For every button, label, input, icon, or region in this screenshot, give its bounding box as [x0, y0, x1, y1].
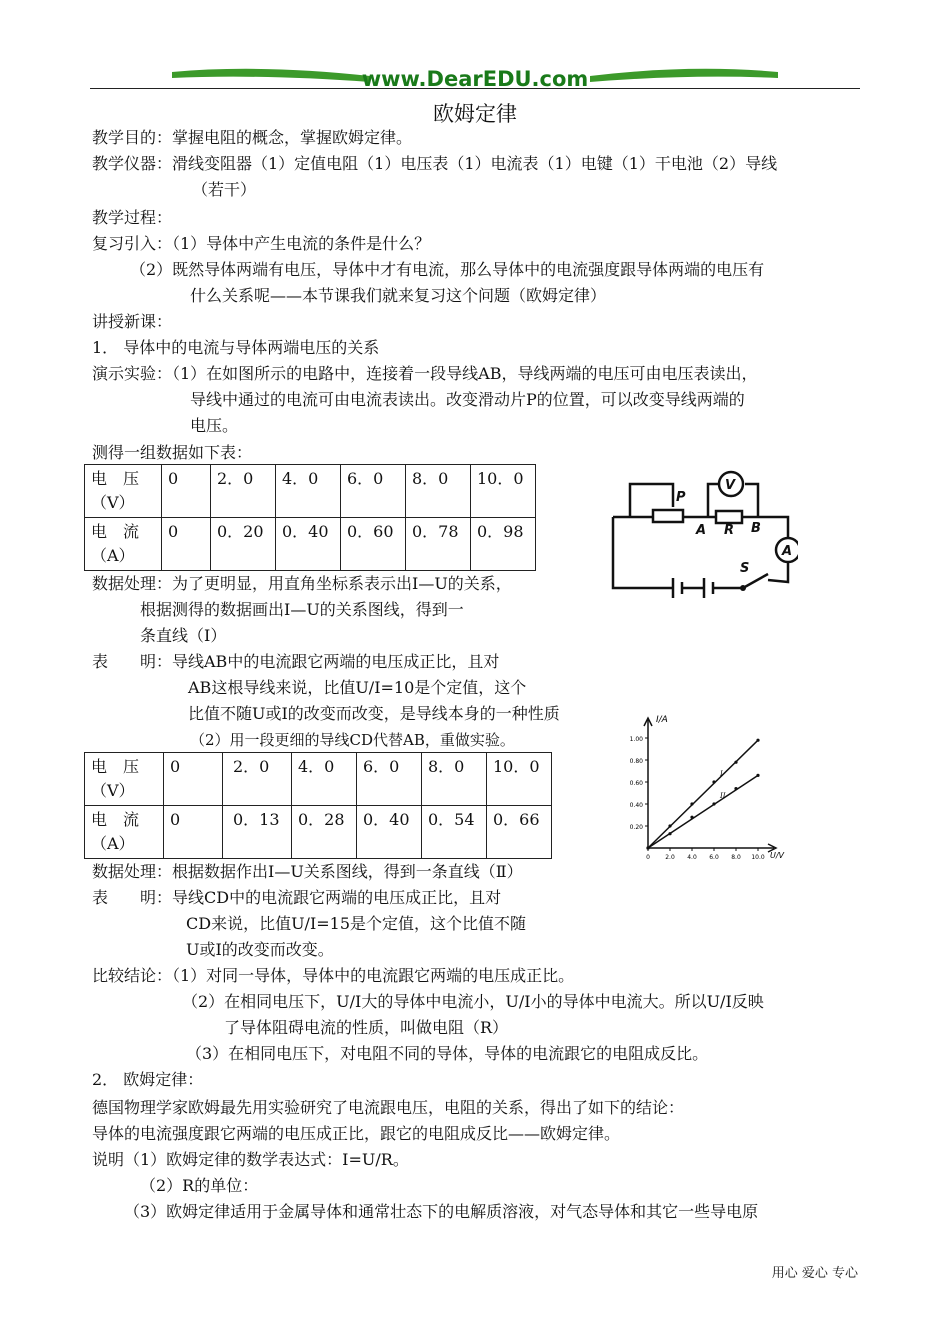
footer-text: 用心 爱心 专心 [771, 1266, 858, 1281]
text-line: 测得一组数据如下表： [92, 443, 253, 462]
y-tick-label: 0.60 [629, 780, 643, 787]
text-line: U或I的改变而改变。 [186, 940, 334, 959]
text-line: 表 明：导线CD中的电流跟它两端的电压成正比，且对 [92, 888, 502, 907]
y-tick-label: 0.40 [629, 802, 643, 809]
table-cell: 0．66 [487, 806, 552, 859]
page-title: 欧姆定律 [433, 102, 517, 126]
table-cell: 6．0 [357, 753, 422, 806]
data-point [712, 802, 715, 805]
table-cell: 0．40 [357, 806, 422, 859]
data-point [690, 816, 693, 819]
text-line: 导体的电流强度跟它两端的电压成正比，跟它的电阻成反比——欧姆定律。 [92, 1124, 621, 1143]
table-cell: 0．40 [276, 518, 341, 571]
text-line: （若干） [192, 180, 257, 199]
data-point [734, 761, 737, 764]
table-cell: 0．98 [471, 518, 536, 571]
label-unit: （V） [91, 493, 135, 512]
graph-x-unit: U/V [770, 851, 785, 860]
text-line: 讲授新课： [92, 312, 173, 331]
text-line: 根据测得的数据画出I—U的关系图线，得到一 [140, 600, 464, 619]
text-line: （3）在相同电压下，对电阻不同的导体，导体的电流跟它的电阻成反比。 [186, 1044, 709, 1063]
table-cell: 0．54 [422, 806, 487, 859]
label-text: 电 流 [91, 522, 140, 541]
text-line: 表 明：导线AB中的电流跟它两端的电压成正比，且对 [92, 652, 500, 671]
text-line: 德国物理学家欧姆最先用实验研究了电流跟电压，电阻的关系，得出了如下的结论： [92, 1098, 685, 1117]
series-line-2 [648, 775, 758, 848]
series-line-1 [648, 740, 758, 848]
text-line: 教学过程： [92, 208, 173, 227]
text-line: 条直线（Ⅰ） [140, 626, 227, 645]
text-line: （2）既然导体两端有电压，导体中才有电流，那么导体中的电流强度跟导体两端的电压有 [130, 260, 765, 279]
label-text: 电 压 [91, 757, 140, 776]
text-line: 什么关系呢——本节课我们就来复习这个问题（欧姆定律） [190, 286, 607, 305]
data-table-2 [84, 752, 552, 859]
table-cell: 0．28 [292, 806, 357, 859]
text-line: 了导体阻碍电流的性质，叫做电阻（R） [224, 1018, 509, 1037]
circuit-label-b: B [751, 521, 761, 536]
data-point [712, 780, 715, 783]
table-cell: 8．0 [406, 465, 471, 518]
circuit-label-r: R [724, 523, 735, 538]
data-point [668, 824, 671, 827]
series-label: I [720, 770, 723, 778]
table-row [85, 806, 552, 859]
table-cell: 0 [164, 806, 223, 859]
x-tick-label: 8.0 [731, 854, 741, 860]
data-point [734, 787, 737, 790]
table-cell: 8．0 [422, 753, 487, 806]
text-line: （2）R的单位： [140, 1176, 259, 1195]
label-unit: （A） [91, 834, 135, 853]
label-unit: （A） [91, 546, 135, 565]
table-cell: 4．0 [292, 753, 357, 806]
circuit-label-s: S [740, 561, 750, 576]
text-line: 比较结论：（1）对同一导体，导体中的电流跟它两端的电压成正比。 [92, 966, 575, 985]
table-row-label [85, 753, 164, 806]
y-tick-label: 0.80 [629, 758, 643, 765]
series-label: II [720, 792, 726, 800]
table-cell: 2．0 [223, 753, 292, 806]
logo-text: www.DearEDU.com [361, 67, 589, 91]
table-row [85, 518, 536, 571]
text-line: AB这根导线来说，比值U/I=10是个定值，这个 [188, 678, 527, 697]
table-row-label [85, 465, 162, 518]
circuit-label-p: P [676, 490, 686, 505]
table-cell: 2．0 [211, 465, 276, 518]
table-cell: 0．13 [223, 806, 292, 859]
data-point [756, 739, 759, 742]
table-row [85, 753, 552, 806]
table-cell: 0．60 [341, 518, 406, 571]
table-row-label [85, 806, 164, 859]
table-cell: 0．78 [406, 518, 471, 571]
section-heading: 2． 欧姆定律： [92, 1070, 204, 1089]
x-tick-label: 2.0 [665, 854, 675, 860]
table-cell: 0 [164, 753, 223, 806]
text-line: 数据处理：根据数据作出I—U关系图线，得到一条直线（Ⅱ） [92, 862, 523, 881]
table-cell: 0．20 [211, 518, 276, 571]
x-tick-label: 0 [646, 854, 650, 860]
section-heading: 1． 导体中的电流与导体两端电压的关系 [92, 338, 380, 357]
iu-graph [610, 708, 790, 860]
text-line: 导线中通过的电流可由电流表读出。改变滑动片P的位置，可以改变导线两端的 [190, 390, 745, 409]
circuit-label-v: V [725, 478, 736, 493]
x-tick-label: 10.0 [751, 854, 765, 860]
data-point [756, 774, 759, 777]
data-point [646, 846, 649, 849]
label-unit: （V） [91, 781, 135, 800]
table-cell: 10．0 [487, 753, 552, 806]
graph-y-unit: I/A [656, 715, 668, 725]
y-tick-label: 0.20 [629, 824, 643, 831]
data-point [668, 832, 671, 835]
table-cell: 0 [162, 465, 211, 518]
circuit-diagram [608, 462, 798, 612]
text-line: （3）欧姆定律适用于金属导体和通常壮态下的电解质溶液，对气态导体和其它一些导电原 [124, 1202, 759, 1221]
table-row [85, 465, 536, 518]
text-line: 教学目的：掌握电阻的概念，掌握欧姆定律。 [92, 128, 413, 147]
table-cell: 0 [162, 518, 211, 571]
table-cell: 10．0 [471, 465, 536, 518]
x-tick-label: 4.0 [687, 854, 697, 860]
table-cell: 6．0 [341, 465, 406, 518]
text-line: 电压。 [190, 416, 239, 435]
text-line: 演示实验：（1）在如图所示的电路中，连接着一段导线AB，导线两端的电压可由电压表读出， [92, 364, 758, 383]
table-row-label [85, 518, 162, 571]
text-line: 数据处理：为了更明显，用直角坐标系表示出I—U的关系， [92, 574, 512, 593]
text-line: （2）在相同电压下，U/I大的导体中电流小，U/I小的导体中电流大。所以U/I反映 [182, 992, 764, 1011]
table-cell: 4．0 [276, 465, 341, 518]
label-text: 电 流 [91, 810, 140, 829]
circuit-label-ammeter: A [782, 544, 793, 559]
x-tick-label: 6.0 [709, 854, 719, 860]
text-line: 比值不随U或I的改变而改变，是导线本身的一种性质 [188, 704, 560, 723]
text-line: （2）用一段更细的导线CD代替AB，重做实验。 [190, 731, 515, 749]
y-tick-label: 1.00 [629, 736, 643, 743]
text-line: 复习引入：（1）导体中产生电流的条件是什么？ [92, 234, 431, 253]
text-line: 说明（1）欧姆定律的数学表达式：I=U/R。 [92, 1150, 409, 1169]
header-logo [170, 58, 780, 98]
label-text: 电 压 [91, 469, 140, 488]
data-point [690, 802, 693, 805]
circuit-label-a: A [696, 523, 707, 538]
data-table-1 [84, 464, 536, 571]
text-line: CD来说，比值U/I=15是个定值，这个比值不随 [186, 914, 527, 933]
header-rule [90, 88, 860, 89]
text-line: 教学仪器：滑线变阻器（1）定值电阻（1）电压表（1）电流表（1）电键（1）干电池（2）导线 [92, 154, 778, 173]
